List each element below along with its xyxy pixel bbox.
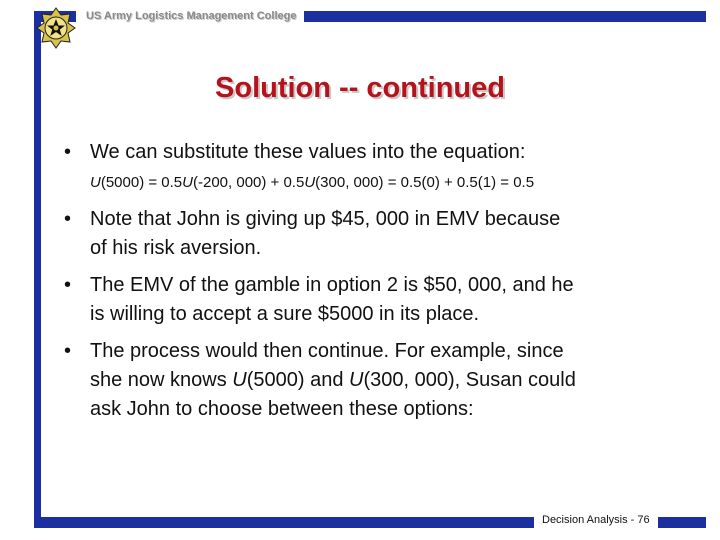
equation-fn: U	[90, 174, 101, 191]
bullet-dot: •	[64, 340, 72, 362]
bullet-fn: U	[349, 369, 364, 391]
bullet-dot: •	[64, 274, 72, 296]
organization-name: US Army Logistics Management College	[76, 8, 304, 25]
bullet-text: (300, 000), Susan could	[363, 369, 576, 391]
equation-text: (-200, 000) + 0.5	[193, 174, 305, 191]
bullet-text: is willing to accept a sure $5000 in its place.	[90, 303, 480, 325]
equation-fn: U	[304, 174, 316, 191]
bullet-text: she now knows	[90, 369, 233, 391]
equation-fn: U	[182, 174, 193, 191]
utility-equation	[60, 173, 680, 193]
equation-text: (300, 000) = 0.5(0) + 0.5(1) = 0.5	[315, 174, 535, 191]
bullet-text: ask John to choose between these options:	[90, 398, 474, 420]
bullet-item	[60, 271, 680, 329]
bullet-text: The EMV of the gamble in option 2 is $50, 000, and he	[90, 274, 574, 296]
equation-text: (5000) = 0.5	[100, 174, 183, 191]
bullet-dot: •	[64, 141, 72, 163]
bullet-item	[60, 337, 680, 424]
bullet-item	[60, 138, 680, 167]
bullet-text: The process would then continue. For example, since	[90, 340, 564, 362]
bullet-dot: •	[64, 208, 72, 230]
bullet-item	[60, 205, 680, 263]
bullet-text: (5000) and	[246, 369, 350, 391]
army-crest-logo-icon	[35, 6, 77, 50]
bullet-text: of his risk aversion.	[90, 237, 262, 259]
slide-title: Solution -- continued	[215, 72, 505, 104]
bullet-fn: U	[232, 369, 247, 391]
bullet-text: Note that John is giving up $45, 000 in EMV because	[90, 208, 561, 230]
slide-body	[60, 138, 680, 432]
slide-footer: Decision Analysis - 76	[534, 512, 658, 528]
bullet-text: We can substitute these values into the equation:	[90, 141, 526, 163]
